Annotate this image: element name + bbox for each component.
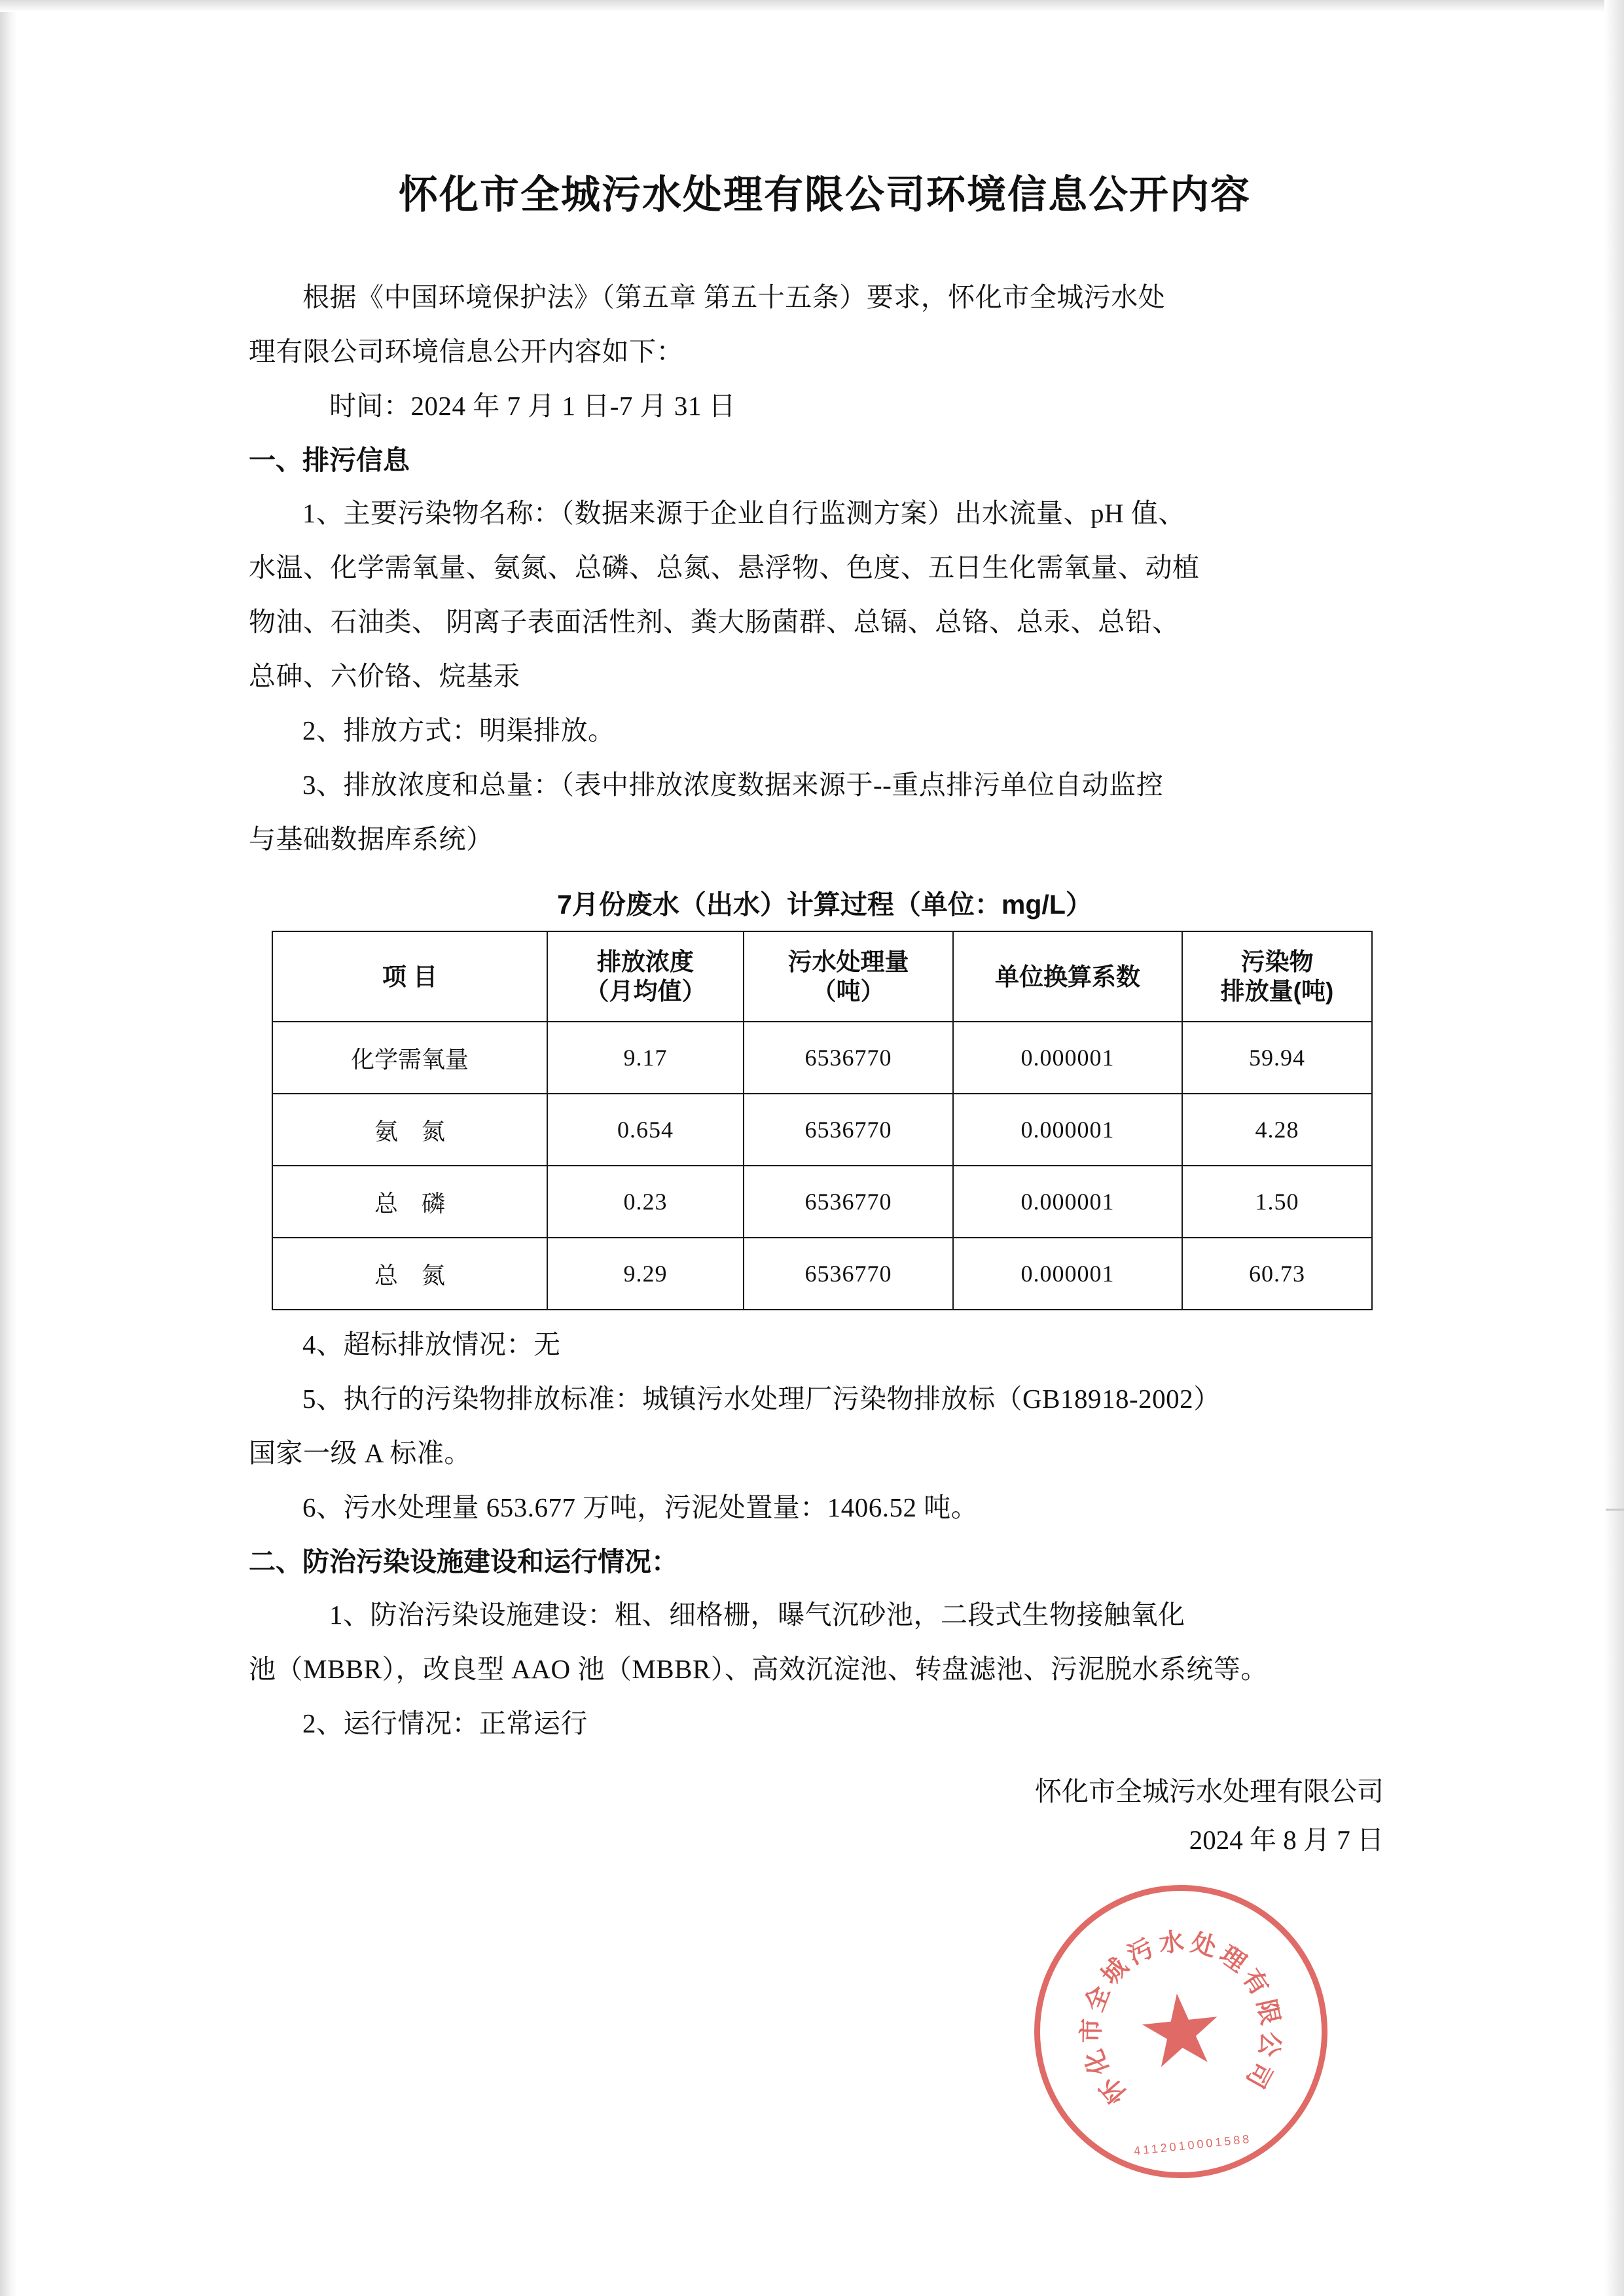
star-icon: ★ [1131,1973,1231,2090]
cell-conversion-factor: 0.000001 [953,1238,1182,1310]
table-header-cell-item [272,931,547,1022]
cell-treatment-volume: 6536770 [744,1094,953,1166]
intro-paragraph-line-2: 理有限公司环境信息公开内容如下： [249,336,683,367]
seal-arc-char: 市 [1077,2018,1106,2043]
header-line-1: 污水处理量 [787,948,909,975]
seal-arc-char: 怀 [1095,2072,1132,2109]
item-1-line-3: 物油、石油类、 阴离子表面活性剂、粪大肠菌群、总镉、总铬、总汞、总铅、 [249,607,1180,637]
item-4-exceedance: 4、超标排放情况：无 [302,1329,561,1359]
item-1-line-2: 水温、化学需氧量、氨氮、总磷、总氮、悬浮物、色度、五日生化需氧量、动植 [249,552,1200,583]
seal-arc-char: 有 [1236,1964,1274,2001]
cell-discharge-amount: 60.73 [1182,1238,1372,1310]
seal-code: 4112010001588 [1133,2132,1253,2158]
header-line-1: 单位换算系数 [995,963,1140,990]
table-header-cell-discharge-amount [1182,931,1372,1022]
item-3-line-2: 与基础数据库系统） [249,824,494,854]
item-3-line-1: 3、排放浓度和总量：（表中排放浓度数据来源于--重点排污单位自动监控 [302,770,1164,800]
seal-arc-char: 污 [1123,1934,1159,1970]
seal-arc-char: 水 [1157,1928,1185,1958]
table-header-cell-conversion-factor [953,931,1182,1022]
table-caption: 7月份废水（出水）计算过程（单位：mg/L） [557,889,1092,920]
item-5-line-1: 5、执行的污染物排放标准：城镇污水处理厂污染物排放标（GB18918-2002） [302,1384,1221,1414]
seal-arc-char: 城 [1096,1953,1134,1990]
header-line-2: 排放量(吨) [1220,978,1334,1005]
seal-arc-char: 司 [1240,2057,1277,2092]
cell-conversion-factor: 0.000001 [953,1022,1182,1094]
cell-treatment-volume: 6536770 [744,1166,953,1238]
facility-item-1-line-1: 1、防治污染设施建设：粗、细格栅，曝气沉砂池，二段式生物接触氧化 [329,1600,1185,1630]
company-seal-stamp [1020,1871,1342,2193]
signature-block [249,1767,1401,1864]
header-line-1: 排放浓度 [597,948,694,975]
signature-date: 2024 年 8 月 7 日 [1189,1825,1384,1855]
scan-edge-right [1604,0,1624,2296]
item-6-volumes: 6、污水处理量 653.677 万吨，污泥处置量：1406.52 吨。 [302,1492,979,1522]
scan-edge-left [0,0,17,2296]
header-line-1: 污染物 [1240,948,1314,975]
cell-discharge-amount: 4.28 [1182,1094,1372,1166]
seal-arc-char: 处 [1188,1929,1219,1962]
scan-edge-top [0,0,1624,12]
table-row [272,1094,1372,1166]
cell-item-name: 总 氮 [272,1238,547,1310]
scan-artifact-mark [1606,1509,1624,1511]
facility-item-1-line-2: 池（MBBR），改良型 AAO 池（MBBR）、高效沉淀池、转盘滤池、污泥脱水系统等。 [249,1654,1268,1684]
seal-arc-char: 公 [1254,2030,1285,2059]
table-header-cell-treatment-volume [744,931,953,1022]
seal-arc-char: 化 [1080,2045,1115,2079]
cell-item-name: 氨 氮 [272,1094,547,1166]
intro-paragraph-line-1: 根据《中国环境保护法》（第五章 第五十五条）要求，怀化市全城污水处 [302,282,1166,312]
cell-item-name: 总 磷 [272,1166,547,1238]
cell-concentration: 0.654 [547,1094,744,1166]
item-1-line-1: 1、主要污染物名称：（数据来源于企业自行监测方案）出水流量、pH 值、 [302,498,1185,528]
cell-treatment-volume: 6536770 [744,1238,953,1310]
header-line-2: （月均值） [585,978,706,1005]
cell-concentration: 9.17 [547,1022,744,1094]
item-5-line-2: 国家一级 A 标准。 [249,1438,471,1468]
page-title: 怀化市全城污水处理有限公司环境信息公开内容 [399,173,1251,217]
table-header-cell-concentration [547,931,744,1022]
section-heading-discharge-info: 一、排污信息 [249,445,410,475]
seal-arc-char: 理 [1214,1941,1251,1978]
cell-treatment-volume: 6536770 [744,1022,953,1094]
cell-item-name: 化学需氧量 [272,1022,547,1094]
cell-concentration: 0.23 [547,1166,744,1238]
table-row [272,1238,1372,1310]
document-body [249,164,1401,1864]
cell-discharge-amount: 1.50 [1182,1166,1372,1238]
seal-arc-char: 全 [1080,1982,1115,2016]
cell-discharge-amount: 59.94 [1182,1022,1372,1094]
table-header-row [272,931,1372,1022]
table-row [272,1022,1372,1094]
cell-concentration: 9.29 [547,1238,744,1310]
cell-conversion-factor: 0.000001 [953,1166,1182,1238]
header-line-1: 项 目 [382,963,438,990]
section-heading-facilities: 二、防治污染设施建设和运行情况： [249,1547,678,1577]
facility-item-2-operation: 2、运行情况：正常运行 [302,1708,588,1738]
signature-company: 怀化市全城污水处理有限公司 [1035,1776,1384,1806]
seal-arc-char: 限 [1252,1997,1284,2028]
pollutant-discharge-table [272,931,1373,1310]
cell-conversion-factor: 0.000001 [953,1094,1182,1166]
item-1-line-4: 总砷、六价铬、烷基汞 [249,661,520,691]
item-2-discharge-method: 2、排放方式：明渠排放。 [302,715,615,745]
time-period-line: 时间：2024 年 7 月 1 日-7 月 31 日 [329,391,736,421]
header-line-2: （吨） [812,978,885,1005]
table-row [272,1166,1372,1238]
